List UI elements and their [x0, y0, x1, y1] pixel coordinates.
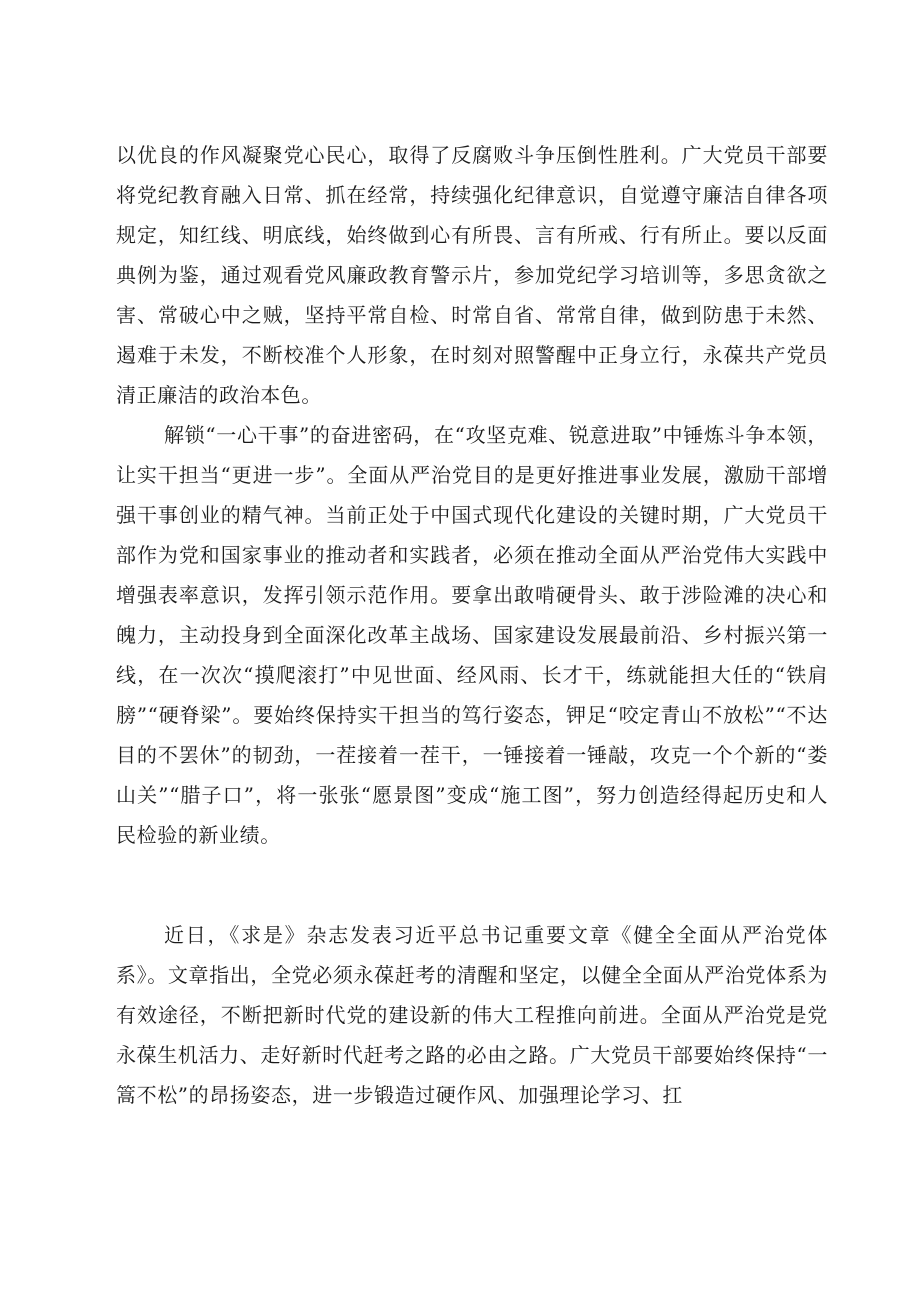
paragraph-2: 解锁“一心干事”的奋进密码，在“攻坚克难、锐意进取”中锤炼斗争本领，让实干担当“更进一步”。全面从严治党目的是更好推进事业发展，激励干部增强干事创业的精气神。当前正处于中国式现代化建设的关键时期，广大党员干部作为党和国家事业的推动者和实践者，必须在推动全面从严治党伟大实践中增强表率意识，发挥引领示范作用。要拿出敢啃硬骨头、敢于涉险滩的决心和魄力，主动投身到全面深化改革主战场、国家建设发展最前沿、乡村振兴第一线，在一次次“摸爬滚打”中见世面、经风雨、长才干，练就能担大任的“铁肩膀”“硬脊梁”。要始终保持实干担当的笃行姿态，钾足“咬定青山不放松”“不达目的不罢休”的韧劲，一茬接着一茬干，一锤接着一锤敲，攻克一个个新的“娄山关”“腊子口”，将一张张“愿景图”变成“施工图”，努力创造经得起历史和人民检验的新业绩。: [116, 423, 828, 847]
paragraph-3: 近日，《求是》杂志发表习近平总书记重要文章《健全全面从严治党体系》。文章指出，全党必须永葆赶考的清醒和坚定，以健全全面从严治党体系为有效途径，不断把新时代党的建设新的伟大工程推向前进。全面从严治党是党永葆生机活力、走好新时代赶考之路的必由之路。广大党员干部要始终保持“一篙不松”的昂扬姿态，进一步锻造过硬作风、加强理论学习、扛: [116, 923, 828, 1107]
paragraph-1: 以优良的作风凝聚党心民心，取得了反腐败斗争压倒性胜利。广大党员干部要将党纪教育融入日常、抓在经常，持续强化纪律意识，自觉遵守廉洁自律各项规定，知红线、明底线，始终做到心有所畏、言有所戒、行有所止。要以反面典例为鉴，通过观看党风廉政教育警示片，参加党纪学习培训等，多思贪欲之害、常破心中之贼，坚持平常自检、时常自省、常常自律，做到防患于未然、遏难于未发，不断校准个人形象，在时刻对照警醒中正身立行，永葆共产党员清正廉洁的政治本色。: [116, 143, 828, 407]
